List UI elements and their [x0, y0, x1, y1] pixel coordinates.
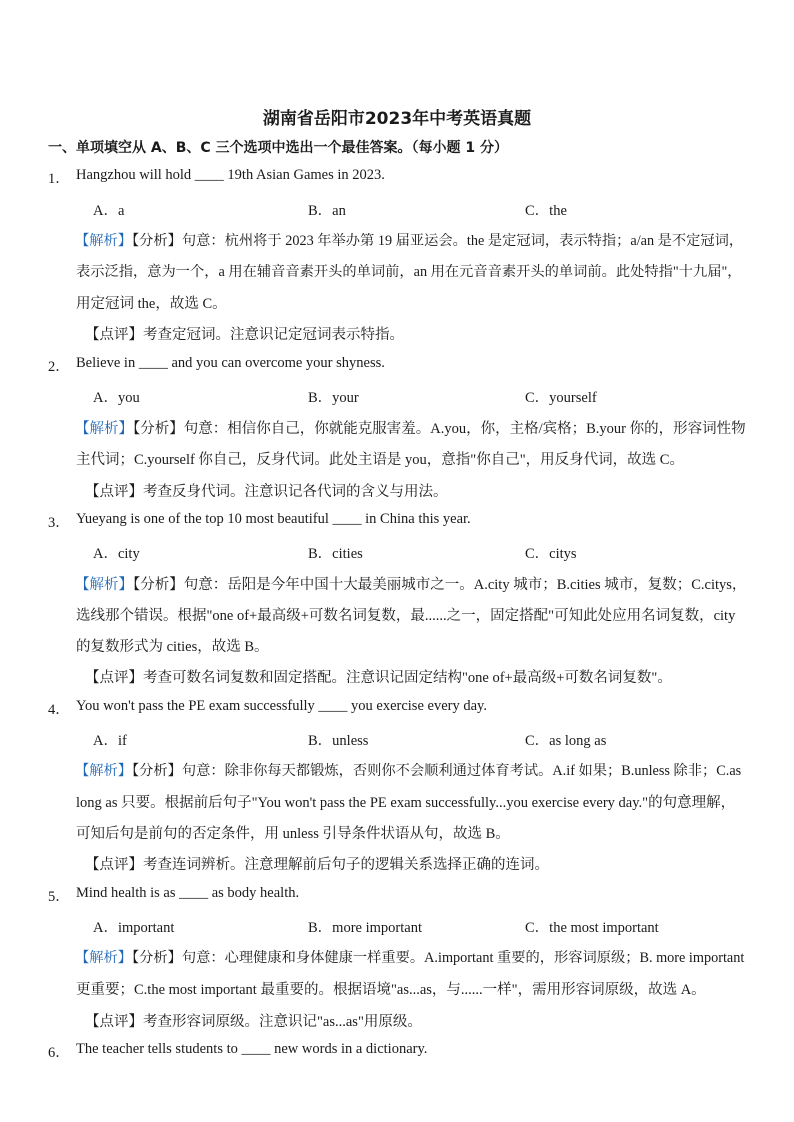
question-2-review: 【点评】考查反身代词。注意识记各代词的含义与用法。: [85, 484, 448, 500]
question-2-analysis-line-1: 【解析】【分析】句意：相信你自己，你就能克服害羞。A.you，你，主格/宾格；B.your 你的，形容词性物: [75, 421, 746, 437]
question-5-option-a: A．important: [93, 920, 175, 936]
section-heading: 一、单项填空从 A、B、C 三个选项中选出一个最佳答案。（每小题 1 分）: [48, 140, 509, 156]
question-4-analysis-line-1: 【解析】【分析】句意：除非你每天都锻炼，否则你不会顺利通过体育考试。A.if 如果；B.unless 除非；C.as: [75, 763, 742, 779]
question-5-option-b: B．more important: [308, 920, 422, 936]
question-text: Mind health is as ____ as body health.: [76, 885, 300, 901]
question-3-option-a: A．city: [93, 546, 140, 562]
analysis-tag: 【解析】: [75, 763, 133, 779]
question-text: Hangzhou will hold ____ 19th Asian Games in 2023.: [76, 167, 385, 183]
question-1-option-a: A．a: [93, 203, 125, 219]
question-4-option-c: C．as long as: [525, 733, 607, 749]
question-3-stem: [48, 511, 471, 531]
question-4-review: 【点评】考查连词辨析。注意理解前后句子的逻辑关系选择正确的连词。: [85, 857, 549, 873]
question-4-analysis-line-3: 可知后句是前句的否定条件，用 unless 引导条件状语从句，故选 B。: [76, 826, 510, 842]
analysis-tag: 【解析】: [75, 233, 133, 249]
page-title: 湖南省岳阳市2023年中考英语真题: [262, 109, 532, 129]
question-number: 2．: [48, 359, 70, 375]
question-number: 5．: [48, 889, 70, 905]
question-3-option-c: C．citys: [525, 546, 577, 562]
question-3-review: 【点评】考查可数名词复数和固定搭配。注意识记固定结构"one of+最高级+可数名词复数"。: [85, 670, 672, 686]
question-5-analysis-line-1: 【解析】【分析】句意：心理健康和身体健康一样重要。A.important 重要的，形容词原级；B. more important: [75, 950, 745, 966]
question-text: You won't pass the PE exam successfully ____ you exercise every day.: [76, 698, 487, 714]
question-5-stem: [48, 885, 300, 905]
question-4-option-b: B．unless: [308, 733, 369, 749]
question-6-stem: [48, 1041, 428, 1061]
question-1-analysis-line-3: 用定冠词 the，故选 C。: [76, 296, 227, 312]
question-3-analysis-line-3: 的复数形式为 cities，故选 B。: [76, 639, 269, 655]
question-4-analysis-line-2: long as 只要。根据前后句子"You won't pass the PE exam successfully...you exercise every day."的句意理解，: [76, 795, 736, 811]
question-2-option-b: B．your: [308, 390, 359, 406]
question-2-option-a: A．you: [93, 390, 140, 406]
question-3-option-b: B．cities: [308, 546, 363, 562]
question-2-stem: [48, 355, 385, 375]
question-1-analysis-line-2: 表示泛指，意为一个，a 用在辅音音素开头的单词前，an 用在元音音素开头的单词前。此处特指"十九届"，: [76, 264, 742, 280]
question-4-stem: [48, 698, 487, 718]
analysis-tag: 【解析】: [75, 950, 133, 966]
question-number: 4．: [48, 702, 70, 718]
question-3-analysis-line-1: 【解析】【分析】句意：岳阳是今年中国十大最美丽城市之一。A.city 城市；B.cities 城市，复数；C.citys，: [75, 577, 747, 593]
question-1-stem: [48, 167, 385, 187]
question-5-analysis-line-2: 更重要；C.the most important 最重要的。根据语境"as...as，与......一样"，需用形容词原级，故选 A。: [76, 982, 706, 998]
question-number: 3．: [48, 515, 70, 531]
question-1-option-c: C．the: [525, 203, 567, 219]
question-number: 1．: [48, 171, 70, 187]
question-number: 6．: [48, 1045, 70, 1061]
question-4-option-a: A．if: [93, 733, 127, 749]
question-text: Believe in ____ and you can overcome your shyness.: [76, 355, 385, 371]
question-1-review: 【点评】考查定冠词。注意识记定冠词表示特指。: [85, 327, 404, 343]
question-5-review: 【点评】考查形容词原级。注意识记"as...as"用原级。: [85, 1014, 422, 1030]
question-text: Yueyang is one of the top 10 most beautiful ____ in China this year.: [76, 511, 471, 527]
question-2-option-c: C．yourself: [525, 390, 597, 406]
question-5-option-c: C．the most important: [525, 920, 659, 936]
question-text: The teacher tells students to ____ new words in a dictionary.: [76, 1041, 428, 1057]
question-1-analysis-line-1: 【解析】【分析】句意：杭州将于 2023 年举办第 19 届亚运会。the 是定冠词，表示特指；a/an 是不定冠词，: [75, 233, 744, 249]
question-3-analysis-line-2: 选线那个错误。根据"one of+最高级+可数名词复数，最......之一，固定搭配"可知此处应用名词复数，city: [76, 608, 736, 624]
analysis-tag: 【解析】: [75, 421, 133, 437]
analysis-tag: 【解析】: [75, 577, 133, 593]
question-2-analysis-line-2: 主代词；C.yourself 你自己，反身代词。此处主语是 you，意指"你自己"，用反身代词，故选 C。: [76, 452, 684, 468]
question-1-option-b: B．an: [308, 203, 346, 219]
